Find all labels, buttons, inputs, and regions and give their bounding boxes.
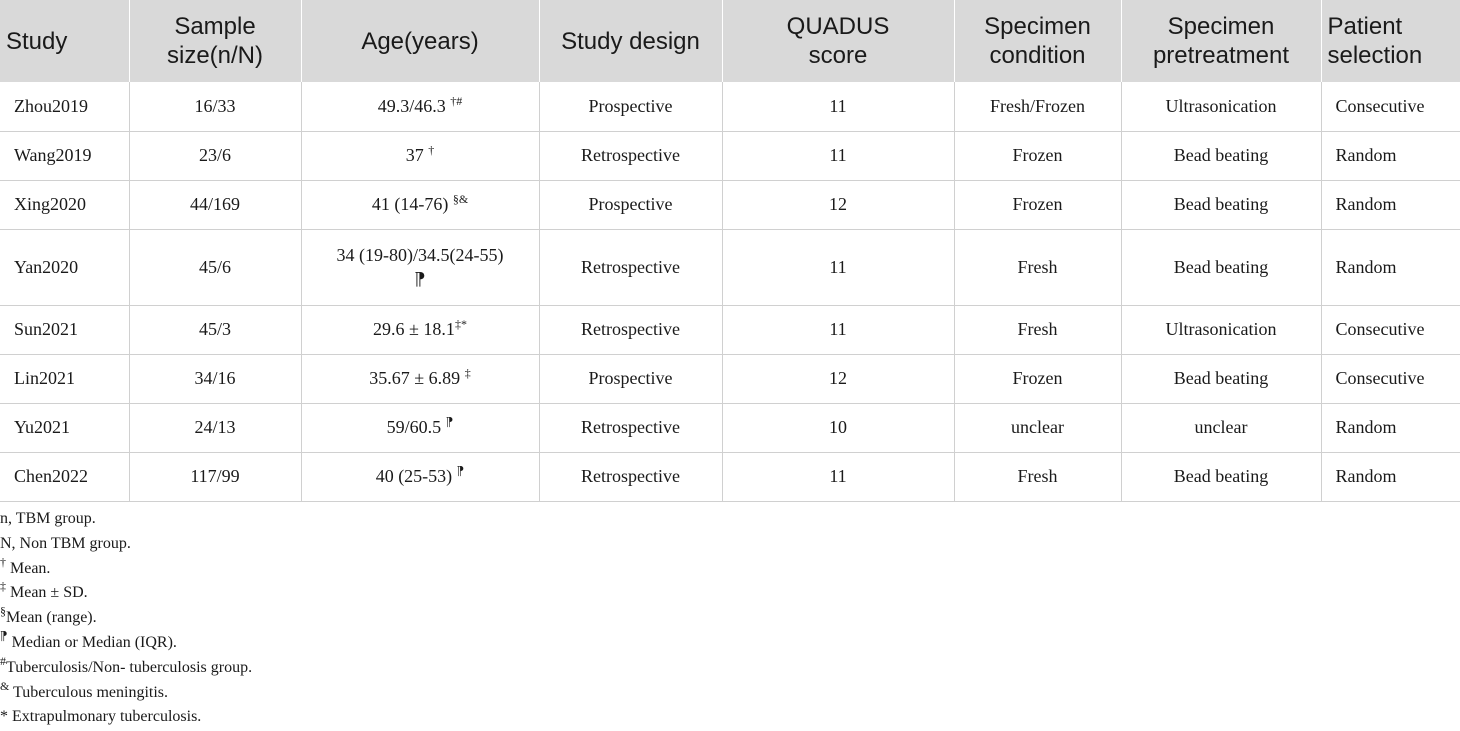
table-footnotes: [0, 507, 252, 730]
cell-quadus-score: 11: [722, 82, 954, 131]
footnote: n, TBM group.: [0, 510, 96, 527]
table-row: [0, 452, 1460, 501]
cell-study: Chen2022: [0, 452, 129, 501]
footnote: #Tuberculosis/Non- tuberculosis group.: [0, 653, 253, 676]
cell-patient-selection: Random: [1321, 131, 1460, 180]
cell-specimen-pretreatment: Bead beating: [1121, 131, 1321, 180]
header-age: Age(years): [301, 0, 539, 82]
cell-sample-size: 23/6: [129, 131, 301, 180]
footnote: & Tuberculous meningitis.: [0, 678, 169, 701]
cell-age: 49.3/46.3 †#: [301, 82, 539, 131]
table-row: [0, 305, 1460, 354]
cell-quadus-score: 12: [722, 180, 954, 229]
cell-sample-size: 45/6: [129, 229, 301, 305]
footnote: ⁋ Median or Median (IQR).: [0, 628, 177, 651]
cell-age: 37 †: [301, 131, 539, 180]
header-specimen-pretreatment: Specimen pretreatment: [1121, 0, 1321, 82]
cell-quadus-score: 11: [722, 305, 954, 354]
cell-age: 29.6 ± 18.1‡*: [301, 305, 539, 354]
footnote: §Mean (range).: [0, 604, 97, 627]
cell-specimen-pretreatment: Bead beating: [1121, 180, 1321, 229]
cell-age: 34 (19-80)/34.5(24-55) ⁋: [301, 229, 539, 305]
cell-study: Zhou2019: [0, 82, 129, 131]
table-row: [0, 354, 1460, 403]
cell-study-design: Retrospective: [539, 403, 722, 452]
cell-quadus-score: 10: [722, 403, 954, 452]
cell-patient-selection: Random: [1321, 452, 1460, 501]
cell-specimen-condition: Fresh/Frozen: [954, 82, 1121, 131]
cell-specimen-condition: Fresh: [954, 452, 1121, 501]
header-study: Study: [0, 0, 129, 82]
cell-specimen-condition: Frozen: [954, 354, 1121, 403]
cell-specimen-pretreatment: Ultrasonication: [1121, 82, 1321, 131]
cell-specimen-pretreatment: Bead beating: [1121, 229, 1321, 305]
cell-sample-size: 24/13: [129, 403, 301, 452]
cell-patient-selection: Random: [1321, 229, 1460, 305]
cell-sample-size: 117/99: [129, 452, 301, 501]
header-quadus-score: QUADUS score: [722, 0, 954, 82]
table-row: [0, 131, 1460, 180]
table-header-row: [0, 0, 1460, 82]
cell-specimen-condition: Fresh: [954, 229, 1121, 305]
cell-study-design: Prospective: [539, 354, 722, 403]
header-specimen-condition: Specimen condition: [954, 0, 1121, 82]
cell-sample-size: 16/33: [129, 82, 301, 131]
header-patient-selection: Patient selection: [1321, 0, 1460, 82]
footnote: † Mean.: [0, 554, 51, 577]
cell-study-design: Prospective: [539, 82, 722, 131]
cell-age: 40 (25-53) ⁋: [301, 452, 539, 501]
cell-specimen-condition: Frozen: [954, 131, 1121, 180]
cell-study-design: Prospective: [539, 180, 722, 229]
cell-age: 35.67 ± 6.89 ‡: [301, 354, 539, 403]
cell-study-design: Retrospective: [539, 131, 722, 180]
cell-age: 59/60.5 ⁋: [301, 403, 539, 452]
table-row: [0, 82, 1460, 131]
cell-study: Sun2021: [0, 305, 129, 354]
footnote: * Extrapulmonary tuberculosis.: [0, 708, 202, 726]
header-sample-size: Sample size(n/N): [129, 0, 301, 82]
header-study-design: Study design: [539, 0, 722, 82]
cell-sample-size: 45/3: [129, 305, 301, 354]
cell-specimen-pretreatment: Bead beating: [1121, 452, 1321, 501]
table-row: [0, 229, 1460, 305]
cell-specimen-condition: Fresh: [954, 305, 1121, 354]
table-row: [0, 180, 1460, 229]
cell-study: Yan2020: [0, 229, 129, 305]
cell-quadus-score: 11: [722, 131, 954, 180]
cell-quadus-score: 12: [722, 354, 954, 403]
cell-specimen-pretreatment: Bead beating: [1121, 354, 1321, 403]
cell-study-design: Retrospective: [539, 229, 722, 305]
cell-study: Xing2020: [0, 180, 129, 229]
cell-sample-size: 34/16: [129, 354, 301, 403]
cell-specimen-condition: unclear: [954, 403, 1121, 452]
cell-quadus-score: 11: [722, 452, 954, 501]
cell-study-design: Retrospective: [539, 452, 722, 501]
cell-study: Wang2019: [0, 131, 129, 180]
cell-study: Lin2021: [0, 354, 129, 403]
table-row: [0, 403, 1460, 452]
cell-quadus-score: 11: [722, 229, 954, 305]
cell-specimen-condition: Frozen: [954, 180, 1121, 229]
footnote: N, Non TBM group.: [0, 534, 131, 552]
cell-patient-selection: Consecutive: [1321, 354, 1460, 403]
cell-age: 41 (14-76) §&: [301, 180, 539, 229]
cell-specimen-pretreatment: Ultrasonication: [1121, 305, 1321, 354]
cell-patient-selection: Random: [1321, 180, 1460, 229]
cell-study-design: Retrospective: [539, 305, 722, 354]
cell-specimen-pretreatment: unclear: [1121, 403, 1321, 452]
cell-patient-selection: Consecutive: [1321, 305, 1460, 354]
cell-patient-selection: Consecutive: [1321, 82, 1460, 131]
cell-sample-size: 44/169: [129, 180, 301, 229]
cell-study: Yu2021: [0, 403, 129, 452]
cell-patient-selection: Random: [1321, 403, 1460, 452]
footnote: ‡ Mean ± SD.: [0, 579, 88, 602]
